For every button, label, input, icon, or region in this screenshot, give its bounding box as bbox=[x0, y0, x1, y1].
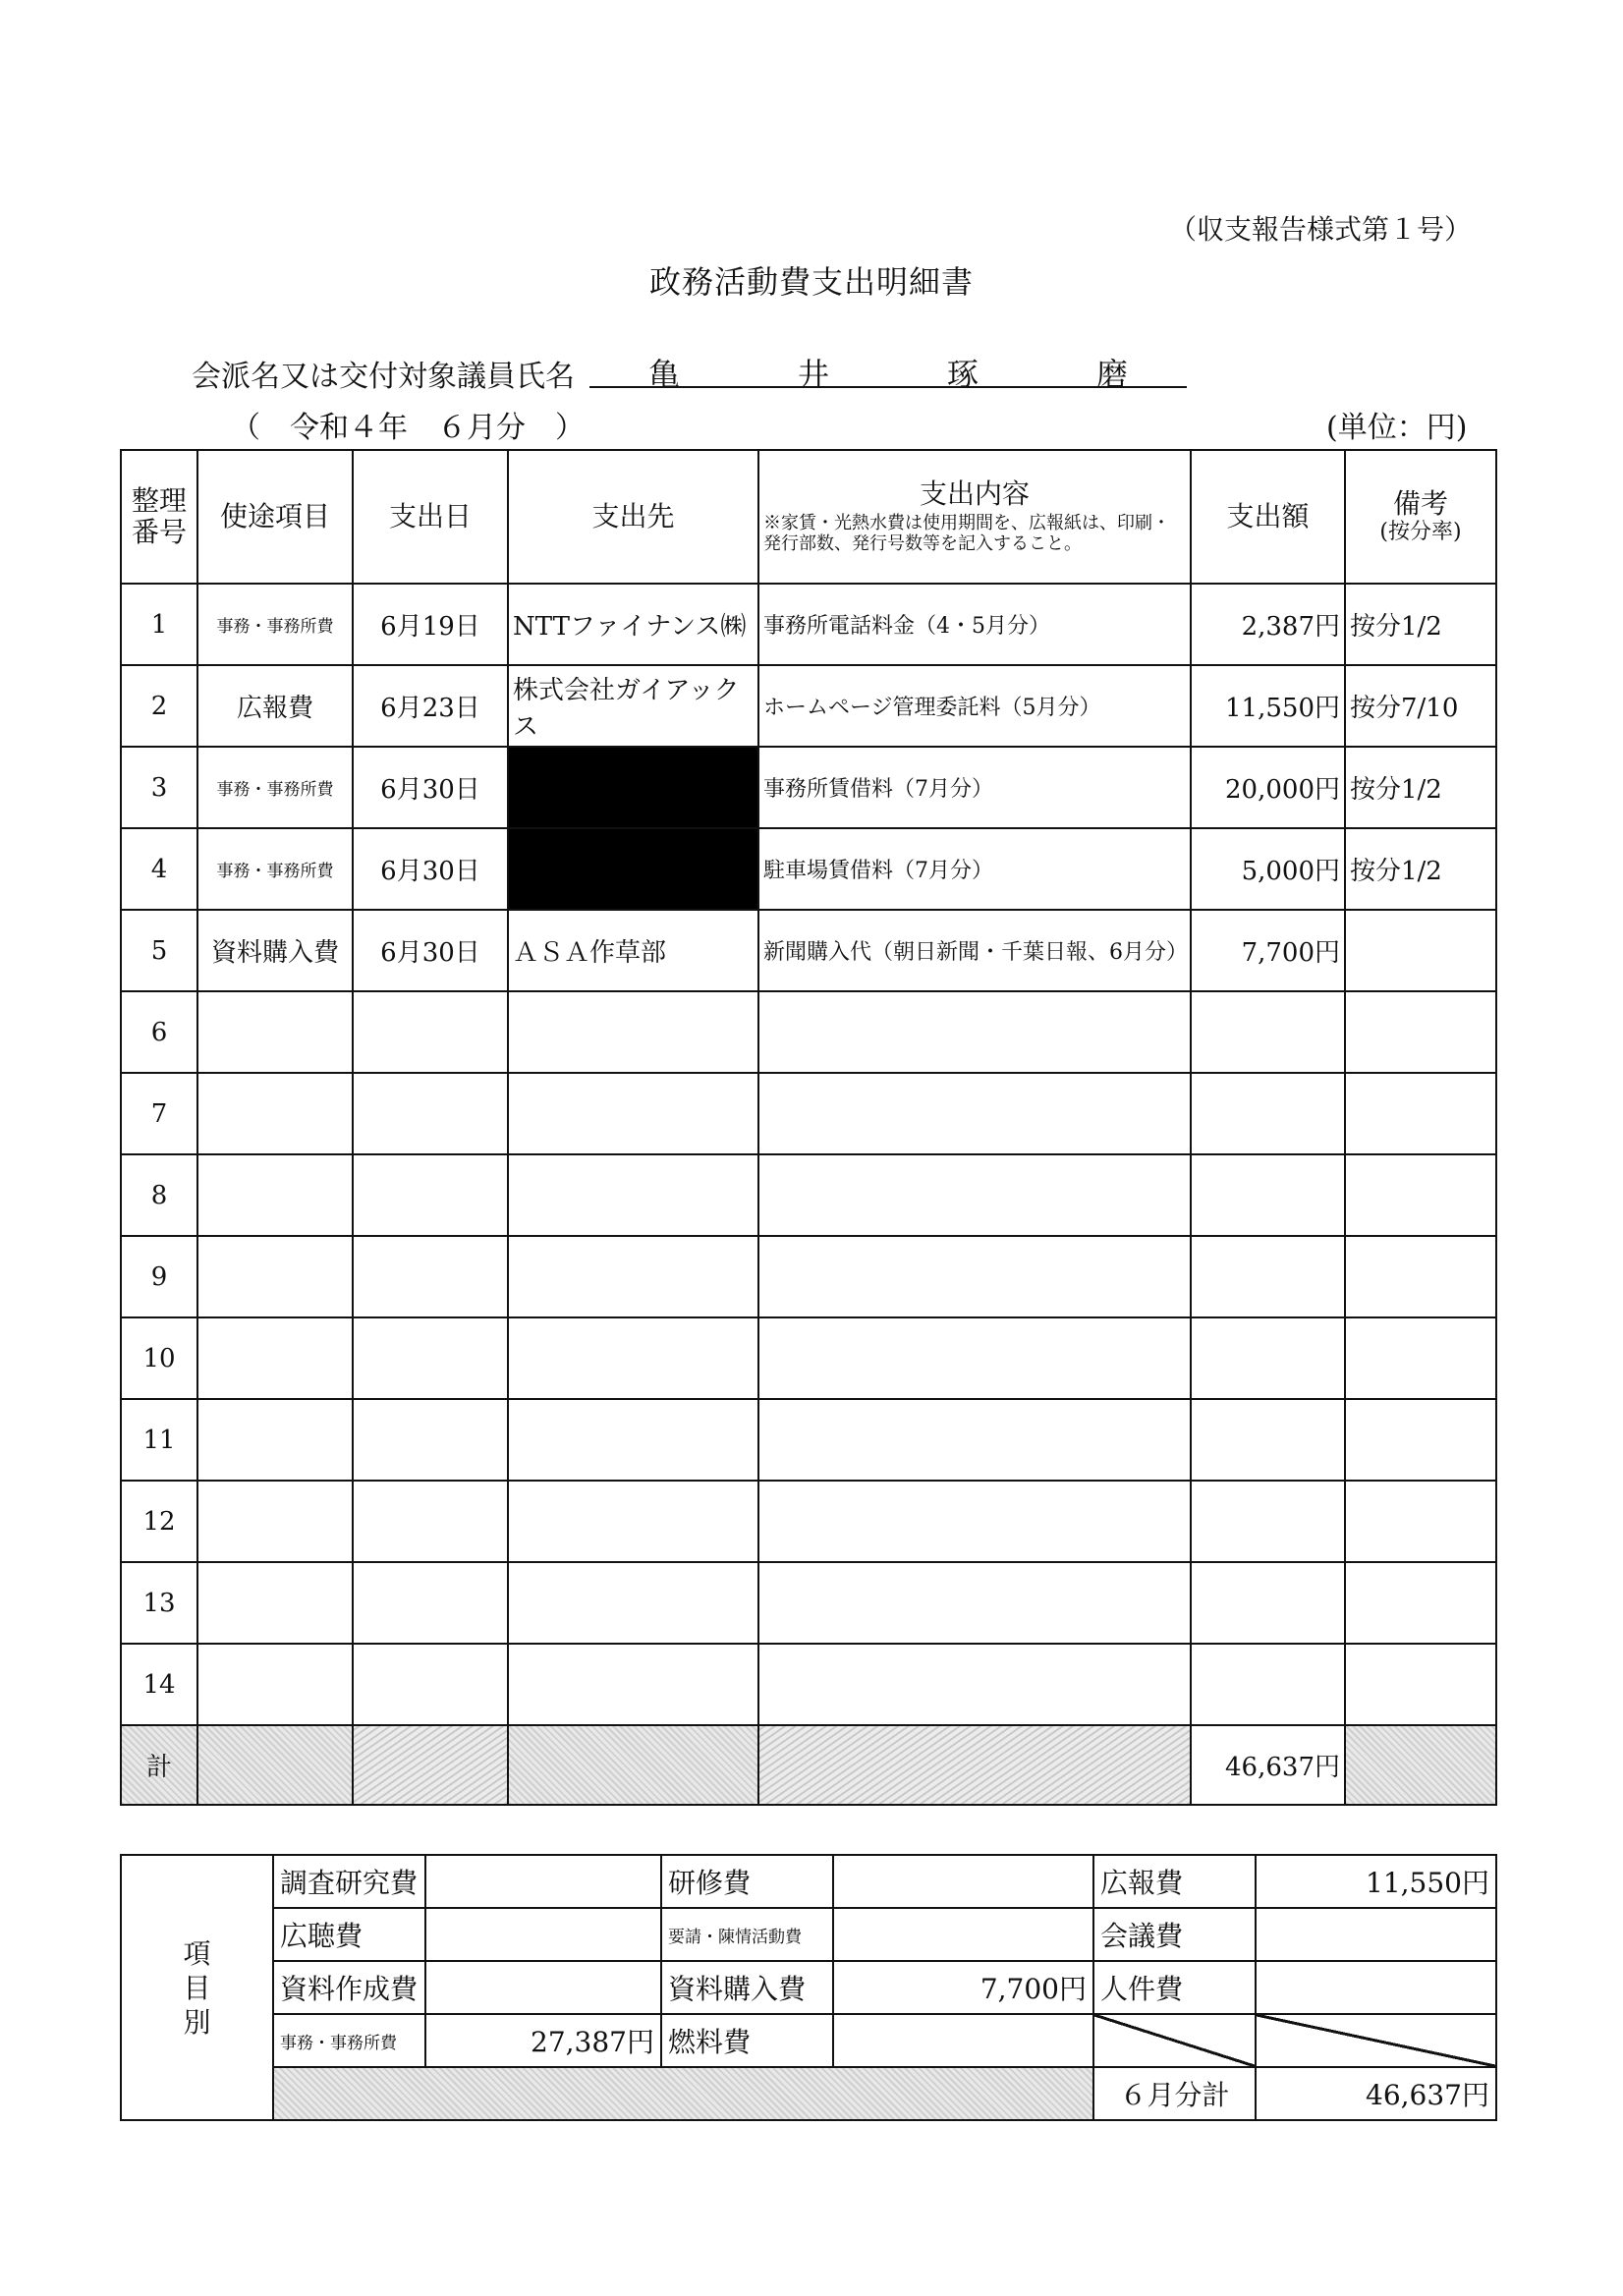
remarks bbox=[1345, 1236, 1496, 1317]
use-category: 事務・事務所費 bbox=[197, 828, 353, 910]
personnel-amount bbox=[1256, 1961, 1496, 2014]
table-header-row bbox=[121, 450, 1496, 584]
payee bbox=[508, 1644, 758, 1725]
expense-date: 6月30日 bbox=[353, 910, 508, 991]
remarks bbox=[1345, 991, 1496, 1073]
row-number: 10 bbox=[121, 1317, 197, 1399]
use-category: 事務・事務所費 bbox=[197, 584, 353, 665]
payee: 株式会社ガイアックス bbox=[508, 665, 758, 747]
materials-buy-label: 資料購入費 bbox=[661, 1961, 833, 2014]
office-label: 事務・事務所費 bbox=[273, 2014, 425, 2067]
table-row bbox=[121, 1562, 1496, 1644]
remarks: 按分1/2 bbox=[1345, 828, 1496, 910]
form-number: （収支報告様式第１号） bbox=[1169, 213, 1473, 246]
total-shade bbox=[197, 1725, 353, 1805]
expense-amount bbox=[1191, 1399, 1345, 1481]
use-category bbox=[197, 1236, 353, 1317]
member-name bbox=[589, 350, 1187, 395]
table-row bbox=[121, 665, 1496, 747]
table-row bbox=[121, 828, 1496, 910]
total-shade bbox=[508, 1725, 758, 1805]
fuel-amount bbox=[833, 2014, 1093, 2067]
expense-amount bbox=[1191, 1562, 1345, 1644]
header-date: 支出日 bbox=[353, 450, 508, 584]
table-row bbox=[121, 747, 1496, 828]
use-category bbox=[197, 1317, 353, 1399]
office-amount: 27,387円 bbox=[425, 2014, 661, 2067]
content-note: ※家賃・光熱水費は使用期間を、広報紙は、印刷・発行部数、発行号数等を記入すること。 bbox=[763, 512, 1170, 555]
header-remarks: 備考 (按分率) bbox=[1345, 450, 1496, 584]
expense-date bbox=[353, 991, 508, 1073]
payee bbox=[508, 747, 758, 828]
table-row bbox=[121, 1644, 1496, 1725]
remarks: 按分7/10 bbox=[1345, 665, 1496, 747]
remarks bbox=[1345, 1644, 1496, 1725]
research-amount bbox=[425, 1855, 661, 1908]
personnel-label: 人件費 bbox=[1093, 1961, 1256, 2014]
month-total-label: ６月分計 bbox=[1093, 2067, 1256, 2120]
row-number: 13 bbox=[121, 1562, 197, 1644]
remarks bbox=[1345, 1317, 1496, 1399]
use-category: 広報費 bbox=[197, 665, 353, 747]
name-label: 会派名又は交付対象議員氏名 bbox=[192, 360, 575, 394]
expense-content: 事務所賃借料（7月分） bbox=[758, 747, 1191, 828]
expense-date bbox=[353, 1317, 508, 1399]
payee: ＡＳＡ作草部 bbox=[508, 910, 758, 991]
member-name-char: 井 bbox=[797, 356, 829, 393]
expense-date bbox=[353, 1644, 508, 1725]
expense-detail-table bbox=[120, 449, 1497, 1806]
expense-amount: 11,550円 bbox=[1191, 665, 1345, 747]
payee bbox=[508, 1236, 758, 1317]
table-row bbox=[121, 1236, 1496, 1317]
payee bbox=[508, 1562, 758, 1644]
payee bbox=[508, 828, 758, 910]
expense-amount: 7,700円 bbox=[1191, 910, 1345, 991]
summary-shade bbox=[273, 2067, 1093, 2120]
row-number: 11 bbox=[121, 1399, 197, 1481]
expense-content bbox=[758, 991, 1191, 1073]
expense-date bbox=[353, 1399, 508, 1481]
payee bbox=[508, 1073, 758, 1154]
row-number: 8 bbox=[121, 1154, 197, 1236]
materials-make-label: 資料作成費 bbox=[273, 1961, 425, 2014]
expense-amount: 5,000円 bbox=[1191, 828, 1345, 910]
header-payee: 支出先 bbox=[508, 450, 758, 584]
materials-buy-amount: 7,700円 bbox=[833, 1961, 1093, 2014]
member-name-char: 琢 bbox=[946, 356, 979, 393]
expense-content bbox=[758, 1399, 1191, 1481]
expense-date bbox=[353, 1236, 508, 1317]
fuel-label: 燃料費 bbox=[661, 2014, 833, 2067]
total-label: 計 bbox=[121, 1725, 197, 1805]
row-number: 6 bbox=[121, 991, 197, 1073]
row-number: 4 bbox=[121, 828, 197, 910]
row-number: 1 bbox=[121, 584, 197, 665]
expense-amount bbox=[1191, 1644, 1345, 1725]
petition-amount bbox=[833, 1908, 1093, 1961]
expense-date: 6月30日 bbox=[353, 828, 508, 910]
expense-amount bbox=[1191, 1154, 1345, 1236]
remarks bbox=[1345, 1481, 1496, 1562]
pr-label: 広報費 bbox=[1093, 1855, 1256, 1908]
category-summary-table bbox=[120, 1854, 1497, 2121]
expense-amount bbox=[1191, 1236, 1345, 1317]
use-category bbox=[197, 1481, 353, 1562]
expense-amount bbox=[1191, 991, 1345, 1073]
diagonal-blank bbox=[1093, 2014, 1256, 2067]
use-category: 事務・事務所費 bbox=[197, 747, 353, 828]
expense-date bbox=[353, 1562, 508, 1644]
expense-date: 6月23日 bbox=[353, 665, 508, 747]
period: （ 令和４年 ６月分 ） bbox=[231, 411, 585, 445]
category-side-label: 項 目 別 bbox=[121, 1855, 273, 2120]
diagonal-blank bbox=[1256, 2014, 1496, 2067]
table-row bbox=[121, 1154, 1496, 1236]
row-number: 2 bbox=[121, 665, 197, 747]
expense-date bbox=[353, 1073, 508, 1154]
row-number: 5 bbox=[121, 910, 197, 991]
training-amount bbox=[833, 1855, 1093, 1908]
expense-content bbox=[758, 1317, 1191, 1399]
expense-date bbox=[353, 1481, 508, 1562]
table-row bbox=[121, 584, 1496, 665]
use-category bbox=[197, 1562, 353, 1644]
expense-content bbox=[758, 1073, 1191, 1154]
expense-amount bbox=[1191, 1073, 1345, 1154]
row-number: 9 bbox=[121, 1236, 197, 1317]
row-number: 12 bbox=[121, 1481, 197, 1562]
total-amount: 46,637円 bbox=[1191, 1725, 1345, 1805]
pr-amount: 11,550円 bbox=[1256, 1855, 1496, 1908]
header-use: 使途項目 bbox=[197, 450, 353, 584]
table-row bbox=[121, 910, 1496, 991]
table-row bbox=[121, 991, 1496, 1073]
expense-content: 駐車場賃借料（7月分） bbox=[758, 828, 1191, 910]
header-amount: 支出額 bbox=[1191, 450, 1345, 584]
meeting-label: 会議費 bbox=[1093, 1908, 1256, 1961]
remarks bbox=[1345, 1399, 1496, 1481]
row-number: 3 bbox=[121, 747, 197, 828]
materials-make-amount bbox=[425, 1961, 661, 2014]
remarks bbox=[1345, 910, 1496, 991]
remarks bbox=[1345, 1562, 1496, 1644]
remarks: 按分1/2 bbox=[1345, 747, 1496, 828]
payee bbox=[508, 1154, 758, 1236]
payee: NTTファイナンス㈱ bbox=[508, 584, 758, 665]
expense-date: 6月30日 bbox=[353, 747, 508, 828]
use-category bbox=[197, 1154, 353, 1236]
remarks: 按分1/2 bbox=[1345, 584, 1496, 665]
payee bbox=[508, 991, 758, 1073]
expense-content: 新聞購入代（朝日新聞・千葉日報、6月分） bbox=[758, 910, 1191, 991]
member-name-char: 亀 bbox=[647, 356, 680, 393]
total-row bbox=[121, 1725, 1496, 1805]
row-number: 14 bbox=[121, 1644, 197, 1725]
expense-content: 事務所電話料金（4・5月分） bbox=[758, 584, 1191, 665]
expense-content bbox=[758, 1481, 1191, 1562]
remarks bbox=[1345, 1073, 1496, 1154]
use-category bbox=[197, 1073, 353, 1154]
use-category bbox=[197, 1399, 353, 1481]
table-row bbox=[121, 1073, 1496, 1154]
remarks bbox=[1345, 1154, 1496, 1236]
research-label: 調査研究費 bbox=[273, 1855, 425, 1908]
expense-content bbox=[758, 1562, 1191, 1644]
payee bbox=[508, 1317, 758, 1399]
petition-label: 要請・陳情活動費 bbox=[661, 1908, 833, 1961]
header-content: 支出内容 ※家賃・光熱水費は使用期間を、広報紙は、印刷・発行部数、発行号数等を記入すること。 bbox=[758, 450, 1191, 584]
expense-amount: 2,387円 bbox=[1191, 584, 1345, 665]
expense-content bbox=[758, 1154, 1191, 1236]
expense-content bbox=[758, 1644, 1191, 1725]
use-category bbox=[197, 991, 353, 1073]
expense-content: ホームページ管理委託料（5月分） bbox=[758, 665, 1191, 747]
table-row bbox=[121, 1399, 1496, 1481]
training-label: 研修費 bbox=[661, 1855, 833, 1908]
expense-date: 6月19日 bbox=[353, 584, 508, 665]
header-no: 整理 番号 bbox=[121, 450, 197, 584]
total-shade bbox=[353, 1725, 508, 1805]
expense-content bbox=[758, 1236, 1191, 1317]
hearing-label: 広聴費 bbox=[273, 1908, 425, 1961]
expense-amount bbox=[1191, 1317, 1345, 1399]
use-category: 資料購入費 bbox=[197, 910, 353, 991]
use-category bbox=[197, 1644, 353, 1725]
unit-label: (単位：円) bbox=[1326, 411, 1468, 445]
payee bbox=[508, 1399, 758, 1481]
hearing-amount bbox=[425, 1908, 661, 1961]
meeting-amount bbox=[1256, 1908, 1496, 1961]
table-row bbox=[121, 1317, 1496, 1399]
total-shade bbox=[1345, 1725, 1496, 1805]
payee bbox=[508, 1481, 758, 1562]
month-total-amount: 46,637円 bbox=[1256, 2067, 1496, 2120]
table-row bbox=[121, 1481, 1496, 1562]
expense-date bbox=[353, 1154, 508, 1236]
document-title: 政務活動費支出明細書 bbox=[648, 263, 974, 301]
expense-amount: 20,000円 bbox=[1191, 747, 1345, 828]
expense-amount bbox=[1191, 1481, 1345, 1562]
row-number: 7 bbox=[121, 1073, 197, 1154]
member-name-char: 磨 bbox=[1095, 356, 1128, 393]
total-shade bbox=[758, 1725, 1191, 1805]
